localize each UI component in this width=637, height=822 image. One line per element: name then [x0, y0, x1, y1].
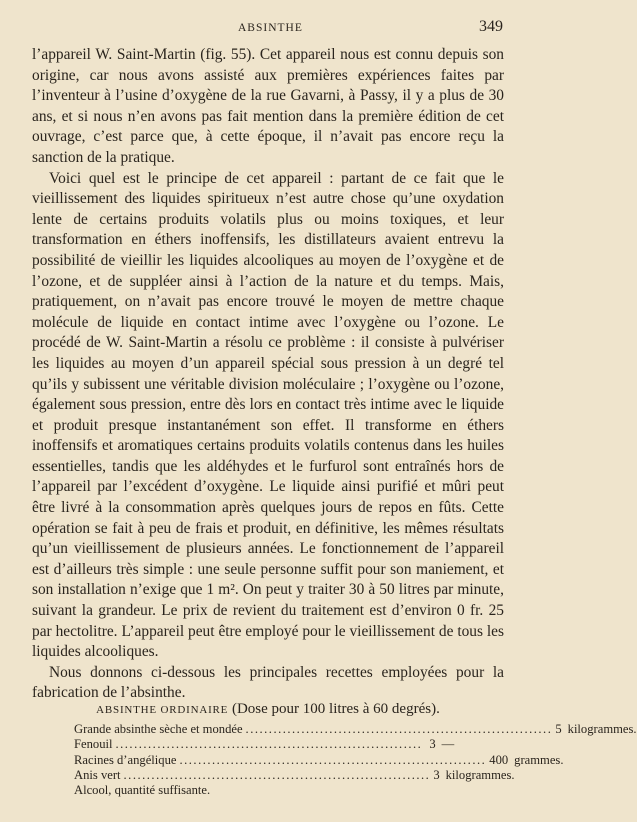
ingredient-list: [74, 722, 637, 798]
ingredient-unit: grammes.: [514, 752, 564, 767]
recipe-title-dose: (Dose pour 100 litres à 60 degrés).: [228, 701, 440, 717]
ingredient-name: Anis vert: [74, 767, 121, 782]
ingredient-row: [74, 767, 515, 783]
dot-leader: ..................................................................: [245, 722, 553, 736]
ingredient-row: [74, 737, 486, 752]
ingredient-row: [74, 783, 486, 798]
dot-leader: ..................................................................: [123, 767, 431, 782]
dot-leader: ..................................................................: [179, 752, 487, 767]
page-number: 349: [479, 18, 503, 35]
ingredient-unit: kilogrammes.: [567, 722, 637, 736]
ingredient-name: Grande absinthe sèche et mondée: [74, 722, 243, 736]
page-header: [0, 18, 533, 40]
paragraph: l’appareil W. Saint-Martin (fig. 55). Cet appareil nous est connu depuis son origine, car nous avons assisté aux premières expériences faites par l’inventeur à l’usine d’oxygène de la rue Gavarni, à Passy, il y a plus de 30 ans, et si nous n’en avons pas fait mention dans la première édition de cet ouvrage, c’est parce que, à cette époque, il n’avait pas encore reçu la sanction de la pratique.: [32, 46, 504, 166]
ingredient-name: Fenouil: [74, 737, 113, 752]
ingredient-unit: —: [441, 737, 455, 752]
ingredient-name: Racines d’angélique: [74, 752, 177, 767]
ingredient-quantity: 3: [429, 737, 436, 752]
ingredient-quantity: 3: [433, 767, 440, 782]
recipe: [32, 701, 637, 798]
running-title: ABSINTHE: [238, 22, 303, 34]
paragraph: Voici quel est le principe de cet appareil : partant de ce fait que le vieillissement des liquides spiritueux n’est autre chose qu’une oxydation lente de certains produits volatils plus ou moins toxiques, et leur transformation en éthers inoffensifs, les distillateurs avaient entrevu la possibilité de vieillir les liquides alcooliques au moyen de l’oxygène et de l’ozone, et de suppléer ainsi à l’action de la nature et du temps. Mais, pratiquement, on n’avait pas encore trouvé le moyen de mettre chaque molécule de liquide en contact intime avec l’oxygène ou l’ozone. Le procédé de W. Saint-Martin a résolu ce problème : il consiste à pulvériser les liquides au moyen d’un appareil spécial sous pression à un degré tel qu’ils y subissent une véritable division moléculaire ; l’oxygène ou l’ozone, également sous pression, entre dès lors en contact très intime avec le liquide et produit presque instantanément son effet. Il transforme en éthers inoffensifs et aromatiques certains produits volatils contenus dans les huiles essentielles, tandis que les aldéhydes et le furfurol sont entraînés hors de l’appareil par l’excédent d’oxygène. Le liquide ainsi purifié et mûri peut être livré à la consommation après quelques jours de repos en fûts. Cette opération se fait à peu de frais et produit, en définitive, les mêmes résultats qu’un vieillissement de plusieurs années. Le fonctionnement de l’appareil est d’ailleurs très simple : une seule personne suffit pour son maniement, et son installation n’exige que 1 m². On peut y traiter 30 à 50 litres par minute, suivant la grandeur. Le prix de revient du traitement est d’environ 0 fr. 25 par hectolitre. L’appareil peut être employé pour le vieillissement de tous les liquides alcooliques.: [32, 169, 504, 661]
dot-leader: ..................................................................: [115, 737, 423, 752]
ingredient-quantity: 5: [555, 722, 562, 736]
recipe-title-name: ABSINTHE ORDINAIRE: [96, 704, 229, 716]
ingredient-row: [74, 752, 564, 768]
ingredient-name: Alcool, quantité suffisante.: [74, 783, 211, 798]
body-text: [32, 45, 504, 704]
recipe-title: [32, 701, 504, 718]
ingredient-quantity: 400: [489, 752, 509, 767]
ingredient-unit: kilogrammes.: [445, 767, 515, 782]
paragraph: Nous donnons ci-dessous les principales recettes employées pour la fabrication de l’absinthe.: [32, 663, 504, 702]
ingredient-row: [74, 722, 637, 737]
